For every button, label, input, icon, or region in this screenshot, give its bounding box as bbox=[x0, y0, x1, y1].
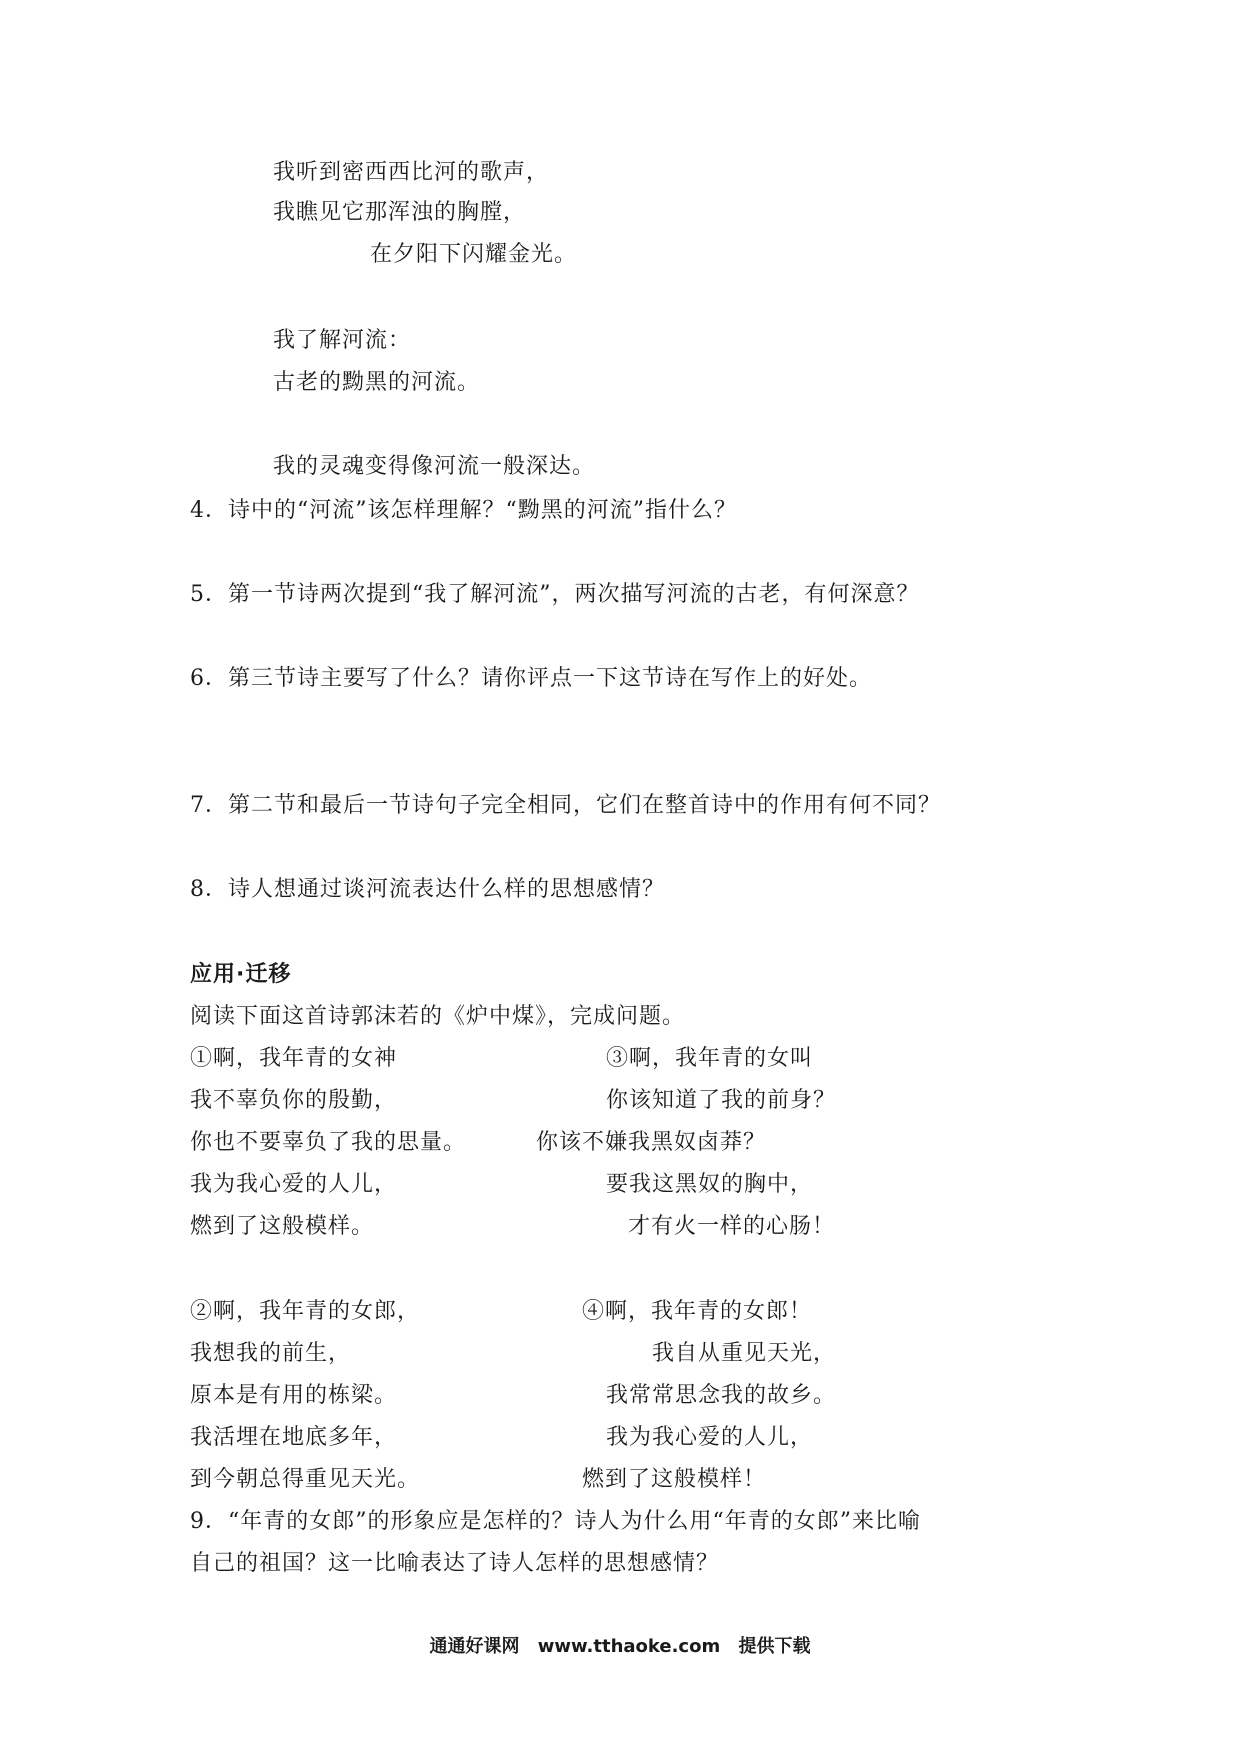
stanza-2-line: 原本是有用的栋梁。 bbox=[190, 1383, 398, 1408]
question-9-line: 9．“年青的女郎”的形象应是怎样的？诗人为什么用“年青的女郎”来比喻 bbox=[190, 1509, 921, 1534]
stanza-2-line: 到今朝总得重见天光。 bbox=[190, 1467, 421, 1492]
stanza-2-line: ②啊，我年青的女郎， bbox=[190, 1299, 421, 1324]
question-9-line: 自己的祖国？这一比喻表达了诗人怎样的思想感情？ bbox=[190, 1551, 720, 1576]
stanza-3-line: 你该知道了我的前身？ bbox=[606, 1088, 837, 1113]
stanza-4-line: 我常常思念我的故乡。 bbox=[606, 1383, 837, 1408]
stanza-4-line: 我自从重见天光， bbox=[652, 1341, 837, 1366]
stanza-3-line: ③啊，我年青的女叫 bbox=[606, 1046, 814, 1071]
stanza-3-line: 你该不嫌我黑奴卤莽？ bbox=[536, 1130, 767, 1155]
poem-line: 我的灵魂变得像河流一般深达。 bbox=[273, 454, 596, 479]
stanza-1-line: 燃到了这般模样。 bbox=[190, 1214, 375, 1239]
question-5: 5．第一节诗两次提到“我了解河流”，两次描写河流的古老，有何深意？ bbox=[190, 582, 920, 607]
stanza-3-line: 才有火一样的心肠！ bbox=[628, 1214, 836, 1239]
stanza-1-line: 你也不要辜负了我的思量。 bbox=[190, 1130, 467, 1155]
stanza-3-line: 要我这黑奴的胸中， bbox=[606, 1172, 814, 1197]
footer-note: 提供下载 bbox=[738, 1636, 811, 1657]
question-4: 4．诗中的“河流”该怎样理解？“黝黑的河流”指什么？ bbox=[190, 498, 737, 523]
stanza-1-line: 我为我心爱的人儿， bbox=[190, 1172, 398, 1197]
stanza-4-line: 我为我心爱的人儿， bbox=[606, 1425, 814, 1450]
poem-line: 在夕阳下闪耀金光。 bbox=[370, 242, 578, 267]
stanza-1-line: ①啊，我年青的女神 bbox=[190, 1046, 398, 1071]
poem-line: 我了解河流： bbox=[273, 328, 412, 353]
stanza-2-line: 我活埋在地底多年， bbox=[190, 1425, 398, 1450]
page-footer bbox=[0, 1632, 1240, 1658]
poem-line: 我听到密西西比河的歌声， bbox=[273, 160, 550, 185]
stanza-4-line: ④啊，我年青的女郎！ bbox=[582, 1299, 813, 1324]
question-6: 6．第三节诗主要写了什么？请你评点一下这节诗在写作上的好处。 bbox=[190, 666, 872, 691]
question-7: 7．第二节和最后一节诗句子完全相同，它们在整首诗中的作用有何不同？ bbox=[190, 793, 941, 818]
instruction: 阅读下面这首诗郭沫若的《炉中煤》，完成问题。 bbox=[190, 1004, 686, 1029]
question-8: 8．诗人想通过谈河流表达什么样的思想感情？ bbox=[190, 877, 665, 902]
stanza-4-line: 燃到了这般模样！ bbox=[582, 1467, 767, 1492]
footer-site: 通通好课网 bbox=[429, 1636, 520, 1657]
stanza-2-line: 我想我的前生， bbox=[190, 1341, 352, 1366]
footer-url[interactable]: www.tthaoke.com bbox=[537, 1636, 721, 1657]
section-heading: 应用·迁移 bbox=[190, 962, 292, 987]
poem-line: 古老的黝黑的河流。 bbox=[273, 370, 481, 395]
stanza-1-line: 我不辜负你的殷勤， bbox=[190, 1088, 398, 1113]
poem-line: 我瞧见它那浑浊的胸膛， bbox=[273, 200, 527, 225]
